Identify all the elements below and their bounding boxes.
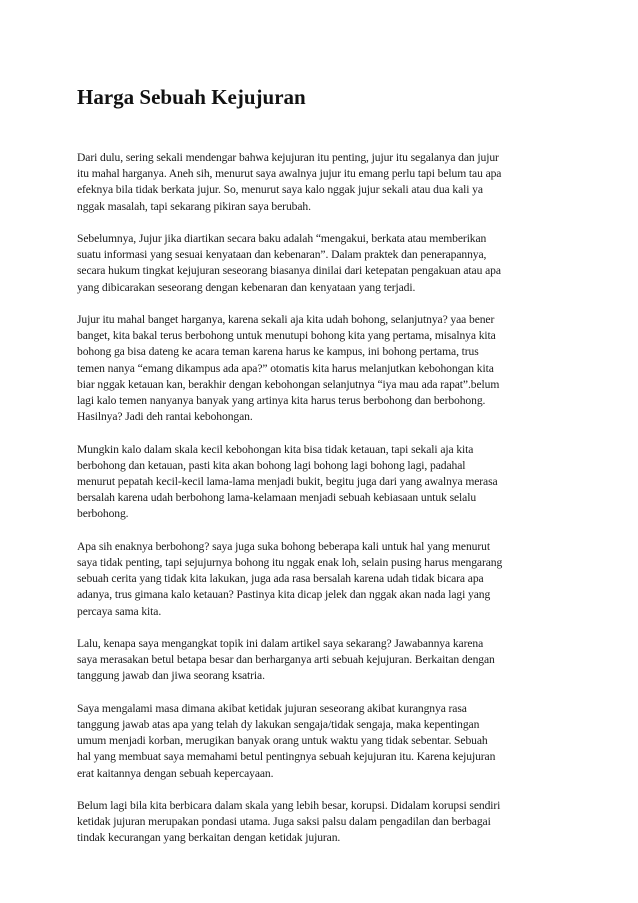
- paragraph: [77, 636, 567, 685]
- text-line: sebuah cerita yang tidak kita lakukan, juga ada rasa bersalah karena udah tidak bicara apa: [77, 572, 484, 586]
- paragraph: [77, 312, 567, 425]
- text-line: itu mahal harganya. Aneh sih, menurut saya awalnya jujur itu emang perlu tapi belum tau apa: [77, 167, 502, 181]
- text-line: saya tidak penting, tapi sejujurnya bohong itu nggak enak loh, selain pusing harus mengarang: [77, 556, 503, 570]
- paragraph: [77, 798, 567, 847]
- text-line: saya merasakan betul betapa besar dan berharganya arti sebuah kejujuran. Berkaitan dengan: [77, 653, 495, 667]
- text-line: ketidak jujuran merupakan pondasi utama. Juga saksi palsu dalam pengadilan dan berbagai: [77, 815, 491, 829]
- text-line: berbohong dan ketauan, pasti kita akan bohong lagi bohong lagi bohong lagi, padahal: [77, 458, 466, 472]
- text-line: hal yang membuat saya memahami betul pentingnya sebuah kejujuran itu. Karena kejujuran: [77, 750, 496, 764]
- text-line: bersalah karena udah berbohong lama-kelamaan menjadi sebuah kebiasaan untuk selalu: [77, 491, 477, 505]
- text-line: Mungkin kalo dalam skala kecil kebohongan kita bisa tidak ketauan, tapi sekali aja kita: [77, 442, 474, 456]
- text-line: yang dibicarakan seseorang dengan kebenaran dan kenyataan yang terjadi.: [77, 280, 416, 294]
- text-line: Hasilnya? Jadi deh rantai kebohongan.: [77, 410, 253, 424]
- text-line: bohong ga bisa dateng ke acara teman karena harus ke kampus, ini bohong pertama, trus: [77, 345, 479, 359]
- text-line: Saya mengalami masa dimana akibat ketidak jujuran seseorang akibat kurangnya rasa: [77, 701, 467, 715]
- text-line: efeknya bila tidak berkata jujur. So, menurut saya kalo nggak jujur sekali atau dua kali ya: [77, 183, 483, 197]
- paragraph: [77, 442, 567, 523]
- text-line: biar nggak ketauan kan, berakhir dengan kebohongan selanjutnya “iya mau ada rapat”.belum: [77, 377, 500, 391]
- text-line: menurut pepatah kecil-kecil lama-lama menjadi bukit, begitu juga dari yang awalnya merasa: [77, 475, 498, 489]
- text-line: Belum lagi bila kita berbicara dalam skala yang lebih besar, korupsi. Didalam korupsi sendiri: [77, 799, 501, 813]
- text-line: adanya, trus gimana kalo ketauan? Pastinya kita dicap jelek dan nggak akan nada lagi yang: [77, 588, 491, 602]
- text-line: banget, kita bakal terus berbohong untuk menutupi bohong kita yang pertama, misalnya kita: [77, 329, 496, 343]
- text-line: erat kaitannya dengan sebuah kepercayaan.: [77, 766, 274, 780]
- text-line: umum menjadi korban, merugikan banyak orang untuk waktu yang tidak sebentar. Sebuah: [77, 734, 488, 748]
- text-line: Lalu, kenapa saya mengangkat topik ini dalam artikel saya sekarang? Jawabannya karena: [77, 637, 484, 651]
- document-body: [77, 150, 567, 863]
- text-line: Sebelumnya, Jujur jika diartikan secara baku adalah “mengakui, berkata atau memberikan: [77, 232, 487, 245]
- text-line: secara hukum tingkat kejujuran seseorang biasanya dinilai dari ketepatan pengakuan atau apa: [77, 264, 501, 278]
- text-line: tanggung jawab dan jiwa seorang ksatria.: [77, 669, 265, 683]
- document-title: Harga Sebuah Kejujuran: [77, 85, 306, 109]
- text-line: tanggung jawab atas apa yang telah dy lakukan sengaja/tidak sengaja, maka kepentingan: [77, 718, 480, 732]
- paragraph: [77, 701, 567, 782]
- text-line: Dari dulu, sering sekali mendengar bahwa kejujuran itu penting, jujur itu segalanya dan jujur: [77, 151, 499, 164]
- text-line: suatu informasi yang sesuai kenyataan dan kebenaran”. Dalam praktek dan penerapannya,: [77, 248, 487, 262]
- paragraph: [77, 539, 567, 620]
- text-line: Apa sih enaknya berbohong? saya juga suka bohong beberapa kali untuk hal yang menurut: [77, 539, 490, 553]
- text-line: tindak kecurangan yang berkaitan dengan ketidak jujuran.: [77, 831, 341, 845]
- paragraph: [77, 150, 567, 215]
- text-line: Jujur itu mahal banget harganya, karena sekali aja kita udah bohong, selanjutnya? yaa bener: [77, 313, 495, 326]
- text-line: berbohong.: [77, 507, 129, 521]
- paragraph: [77, 231, 567, 296]
- text-line: percaya sama kita.: [77, 604, 162, 618]
- text-line: lagi kalo temen nanyanya banyak yang artinya kita harus terus berbohong dan berbohong.: [77, 394, 486, 408]
- text-line: temen nanya “emang dikampus ada apa?” otomatis kita harus melanjutkan kebohongan kita: [77, 361, 494, 375]
- text-line: nggak masalah, tapi sekarang pikiran saya berubah.: [77, 199, 311, 213]
